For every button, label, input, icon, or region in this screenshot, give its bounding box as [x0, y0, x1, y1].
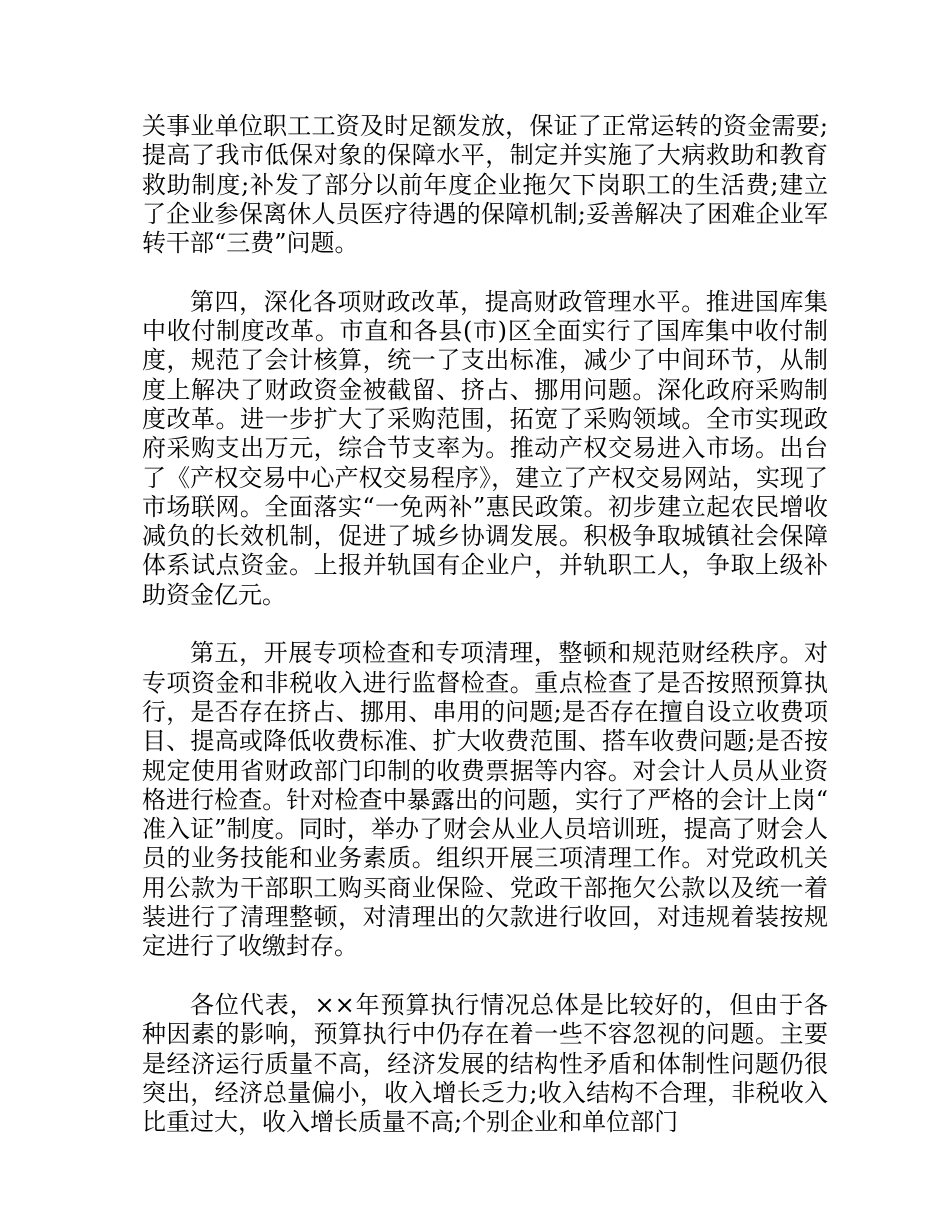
- paragraph-social-security: 关事业单位职工工资及时足额发放，保证了正常运转的资金需要;提高了我市低保对象的保障水平，制定并实施了大病救助和教育救助制度;补发了部分以前年度企业拖欠下岗职工的生活费;建立了企业参保离休人员医疗待遇的保障机制;妥善解决了困难企业军转干部“三费”问题。: [142, 112, 828, 258]
- document-body: [142, 112, 828, 1137]
- paragraph-budget-problems: 各位代表，××年预算执行情况总体是比较好的，但由于各种因素的影响，预算执行中仍存在着一些不容忽视的问题。主要是经济运行质量不高，经济发展的结构性矛盾和体制性问题仍很突出，经济总量偏小，收入增长乏力;收入结构不合理，非税收入比重过大，收入增长质量不高;个别企业和单位部门: [142, 990, 828, 1137]
- paragraph-special-inspection: 第五，开展专项检查和专项清理，整顿和规范财经秩序。对专项资金和非税收入进行监督检查。重点检查了是否按照预算执行，是否存在挤占、挪用、串用的问题;是否存在擅自设立收费项目、提高或降低收费标准、扩大收费范围、搭车收费问题;是否按规定使用省财政部门印制的收费票据等内容。对会计人员从业资格进行检查。针对检查中暴露出的问题，实行了严格的会计上岗“准入证”制度。同时，举办了财会从业人员培训班，提高了财会人员的业务技能和业务素质。组织开展三项清理工作。对党政机关用公款为干部职工购买商业保险、党政干部拖欠公款以及统一着装进行了清理整顿，对清理出的欠款进行收回，对违规着装按规定进行了收缴封存。: [142, 639, 828, 961]
- paragraph-fiscal-reform: 第四，深化各项财政改革，提高财政管理水平。推进国库集中收付制度改革。市直和各县(市)区全面实行了国库集中收付制度，规范了会计核算，统一了支出标准，减少了中间环节，从制度上解决了财政资金被截留、挤占、挪用问题。深化政府采购制度改革。进一步扩大了采购范围，拓宽了采购领域。全市实现政府采购支出万元，综合节支率为。推动产权交易进入市场。出台了《产权交易中心产权交易程序》，建立了产权交易网站，实现了市场联网。全面落实“一免两补”惠民政策。初步建立起农民增收减负的长效机制，促进了城乡协调发展。积极争取城镇社会保障体系试点资金。上报并轨国有企业户，并轨职工人，争取上级补助资金亿元。: [142, 287, 828, 609]
